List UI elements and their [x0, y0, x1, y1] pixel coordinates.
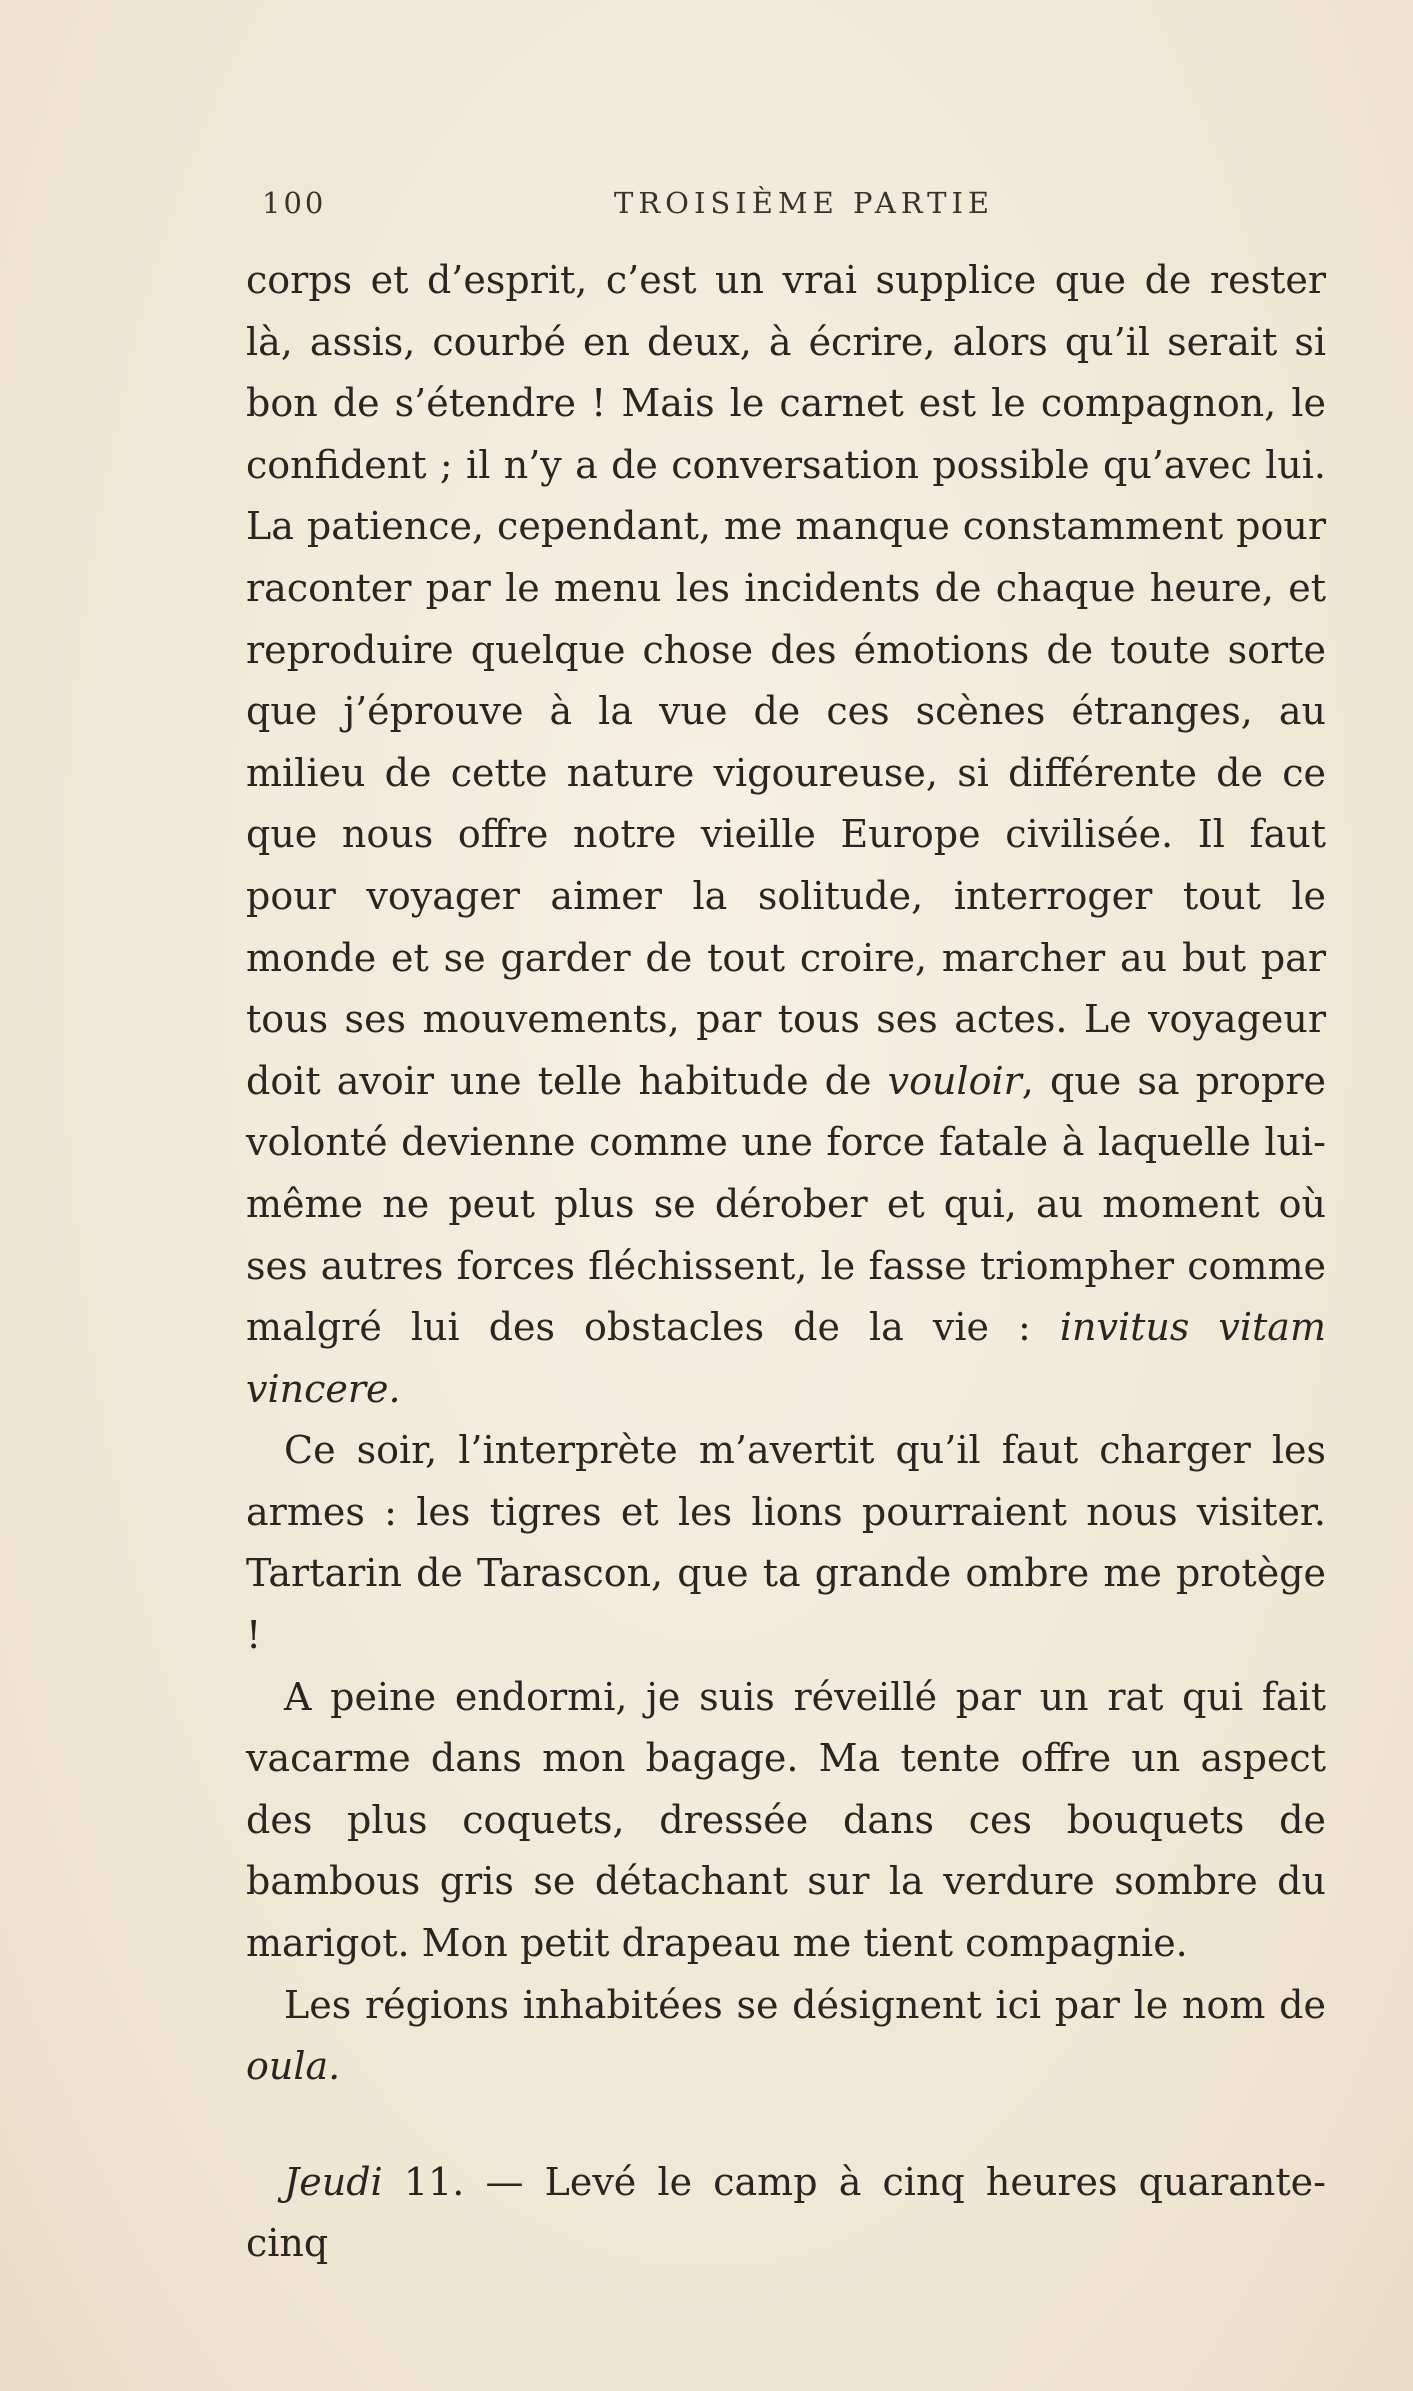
section-title: TROISIÈME PARTIE	[614, 186, 995, 220]
diary-day: Jeudi	[284, 2159, 383, 2204]
paragraph-1	[246, 250, 1326, 1420]
paragraph-1-text: corps et d’esprit, c’est un vrai supplice que de rester là, assis, courbé en deux, à écrire, alors qu’il serait si bon de s’étendre ! Mais le carnet est le compagnon, le confident ; il n’y a de conversation possible qu’avec lui. La patience, cependant, me manque constamment pour raconter par le menu les incidents de chaque heure, et reproduire quelque chose des émotions de toute sorte que j’éprouve à la vue de ces scènes étranges, au milieu de cette nature vigoureuse, si différente de ce que nous offre notre vieille Europe civilisée. Il faut pour voyager aimer la solitude, interroger tout le monde et se garder de tout croire, marcher au but par tous ses mouvements, par tous ses actes. Le voyageur doit avoir une telle habitude de	[246, 258, 1326, 1103]
body-text	[246, 250, 1326, 2275]
paragraph-4	[246, 1975, 1326, 2098]
paragraph-3	[246, 1667, 1326, 1975]
diary-entry-jeudi	[246, 2152, 1326, 2275]
page-number: 100	[262, 186, 327, 220]
paragraph-4-text: Les régions inhabitées se désignent ici par le nom de	[284, 1982, 1326, 2027]
diary-entry-text: 11. — Levé le camp à cinq heures quarante-cinq	[246, 2159, 1326, 2266]
italic-word-oula: oula.	[246, 2044, 341, 2089]
italic-word-vouloir: vouloir	[887, 1058, 1022, 1103]
paragraph-2-text: Ce soir, l’interprète m’avertit qu’il faut charger les armes : les tigres et les lions pourraient nous visiter. Tartarin de Tarascon, que ta grande ombre me protège !	[246, 1428, 1326, 1658]
running-head	[262, 186, 1322, 230]
paragraph-3-text: A peine endormi, je suis réveillé par un rat qui fait vacarme dans mon bagage. Ma tente offre un aspect des plus coquets, dressée dans ces bouquets de bambous gris se détachant sur la verdure sombre du marigot. Mon petit drapeau me tient compagnie.	[246, 1674, 1326, 1966]
paragraph-2	[246, 1420, 1326, 1666]
paragraph-1-text-2: , que sa propre volonté devienne comme une force fatale à laquelle lui-même ne peut plus se dérober et qui, au moment où ses autres forces fléchissent, le fasse triompher comme malgré lui des obstacles de la vie :	[246, 1058, 1326, 1350]
latin-quote: invitus vitam vincere.	[246, 1305, 1326, 1411]
